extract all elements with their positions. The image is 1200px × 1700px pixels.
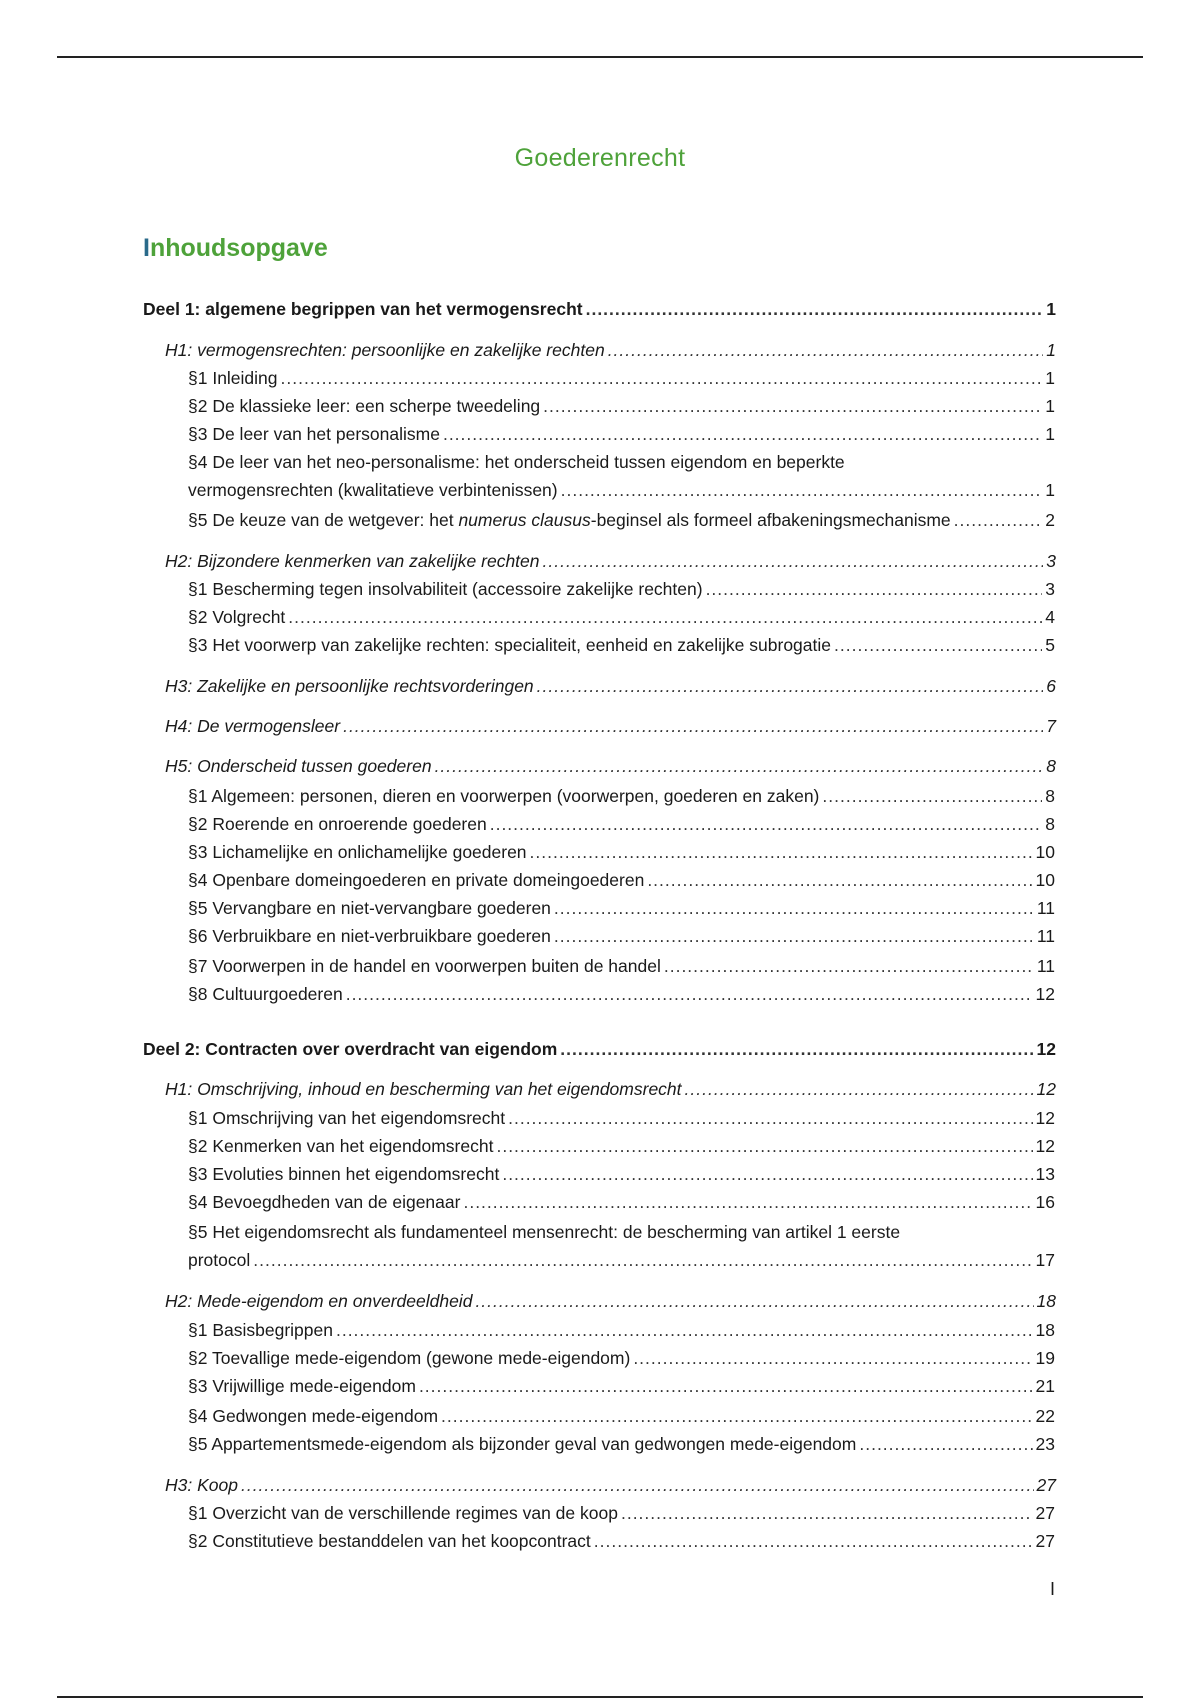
- toc-entry-chapter[interactable]: H3: Koop ..... 27: [165, 1474, 1056, 1496]
- toc-entry-chapter[interactable]: H1: vermogensrechten: persoonlijke en zakelijke rechten ..... 1: [165, 339, 1056, 361]
- toc-entry-section[interactable]: §5 Vervangbare en niet-vervangbare goederen ..... 11: [188, 897, 1055, 919]
- toc-entry-section[interactable]: §4 Openbare domeingoederen en private domeingoederen ..... 10: [188, 869, 1055, 891]
- toc-entry-section[interactable]: §1 Algemeen: personen, dieren en voorwerpen (voorwerpen, goederen en zaken) ..... 8: [188, 785, 1055, 807]
- toc-entry-section[interactable]: §8 Cultuurgoederen ..... 12: [188, 983, 1055, 1005]
- toc-heading-initial: I: [143, 234, 150, 262]
- toc-entry-section[interactable]: §2 Roerende en onroerende goederen ..... 8: [188, 813, 1055, 835]
- toc-entry-section-line1[interactable]: §5 Het eigendomsrecht als fundamenteel mensenrecht: de bescherming van artikel 1 eerste: [188, 1222, 901, 1242]
- header-rule: [57, 56, 1143, 58]
- toc-entry-section[interactable]: §1 Basisbegrippen ..... 18: [188, 1319, 1055, 1341]
- toc-entry-chapter[interactable]: H3: Zakelijke en persoonlijke rechtsvorderingen ..... 6: [165, 675, 1056, 697]
- toc-entry-section[interactable]: §6 Verbruikbare en niet-verbruikbare goederen ..... 11: [188, 925, 1055, 947]
- toc-entry-section[interactable]: §2 Volgrecht ..... 4: [188, 606, 1055, 628]
- toc-heading: [143, 234, 328, 263]
- toc-entry-section[interactable]: §7 Voorwerpen in de handel en voorwerpen buiten de handel ..... 11: [188, 955, 1055, 977]
- toc-heading-rest: nhoudsopgave: [149, 234, 328, 262]
- document-title: Goederenrecht: [514, 144, 686, 172]
- toc-entry-section[interactable]: vermogensrechten (kwalitatieve verbintenissen) ..... 1: [188, 479, 1055, 501]
- toc-entry-section[interactable]: §3 Vrijwillige mede-eigendom ..... 21: [188, 1375, 1055, 1397]
- toc-entry-chapter[interactable]: H2: Mede-eigendom en onverdeeldheid ..... 18: [165, 1290, 1056, 1312]
- toc-entry-section[interactable]: §3 Het voorwerp van zakelijke rechten: specialiteit, eenheid en zakelijke subrogatie ..... 5: [188, 634, 1055, 656]
- toc-entry-section[interactable]: §3 Lichamelijke en onlichamelijke goederen ..... 10: [188, 841, 1055, 863]
- toc-entry-section[interactable]: §1 Inleiding ..... 1: [188, 367, 1055, 389]
- toc-entry-deel-2[interactable]: Deel 2: Contracten over overdracht van eigendom ..... 12: [143, 1038, 1056, 1060]
- toc-entry-deel-1[interactable]: Deel 1: algemene begrippen van het vermogensrecht ..... 1: [143, 298, 1056, 320]
- toc-entry-section[interactable]: §2 Kenmerken van het eigendomsrecht ..... 12: [188, 1135, 1055, 1157]
- toc-entry-chapter[interactable]: H4: De vermogensleer ..... 7: [165, 715, 1056, 737]
- toc-entry-section[interactable]: §2 Constitutieve bestanddelen van het koopcontract ..... 27: [188, 1530, 1055, 1552]
- toc-entry-section[interactable]: §1 Overzicht van de verschillende regimes van de koop ..... 27: [188, 1502, 1055, 1524]
- toc-entry-section[interactable]: §3 Evoluties binnen het eigendomsrecht ..... 13: [188, 1163, 1055, 1185]
- toc-entry-section[interactable]: §3 De leer van het personalisme ..... 1: [188, 423, 1055, 445]
- toc-entry-section[interactable]: §5 Appartementsmede-eigendom als bijzonder geval van gedwongen mede-eigendom ..... 23: [188, 1433, 1055, 1455]
- toc-entry-section[interactable]: §2 De klassieke leer: een scherpe tweedeling ..... 1: [188, 395, 1055, 417]
- toc-entry-chapter[interactable]: H1: Omschrijving, inhoud en bescherming van het eigendomsrecht ..... 12: [165, 1078, 1056, 1100]
- toc-entry-section[interactable]: §1 Bescherming tegen insolvabiliteit (accessoire zakelijke rechten) ..... 3: [188, 578, 1055, 600]
- toc-entry-section[interactable]: §5 De keuze van de wetgever: het numerus clausus-beginsel als formeel afbakeningsmechanisme ..... 2: [188, 509, 1055, 531]
- toc-entry-chapter[interactable]: H5: Onderscheid tussen goederen ..... 8: [165, 755, 1056, 777]
- toc-entry-section[interactable]: §4 Gedwongen mede-eigendom ..... 22: [188, 1405, 1055, 1427]
- toc-entry-chapter[interactable]: H2: Bijzondere kenmerken van zakelijke rechten ..... 3: [165, 550, 1056, 572]
- toc-entry-section[interactable]: §4 Bevoegdheden van de eigenaar ..... 16: [188, 1191, 1055, 1213]
- toc-entry-section[interactable]: §1 Omschrijving van het eigendomsrecht ..... 12: [188, 1107, 1055, 1129]
- toc-entry-section-line1[interactable]: §4 De leer van het neo-personalisme: het onderscheid tussen eigendom en beperkte: [188, 452, 845, 472]
- toc-entry-section[interactable]: §2 Toevallige mede-eigendom (gewone mede-eigendom) ..... 19: [188, 1347, 1055, 1369]
- toc-entry-section[interactable]: protocol ..... 17: [188, 1249, 1055, 1271]
- footer-rule: [57, 1696, 1143, 1698]
- page-number: I: [1050, 1579, 1056, 1599]
